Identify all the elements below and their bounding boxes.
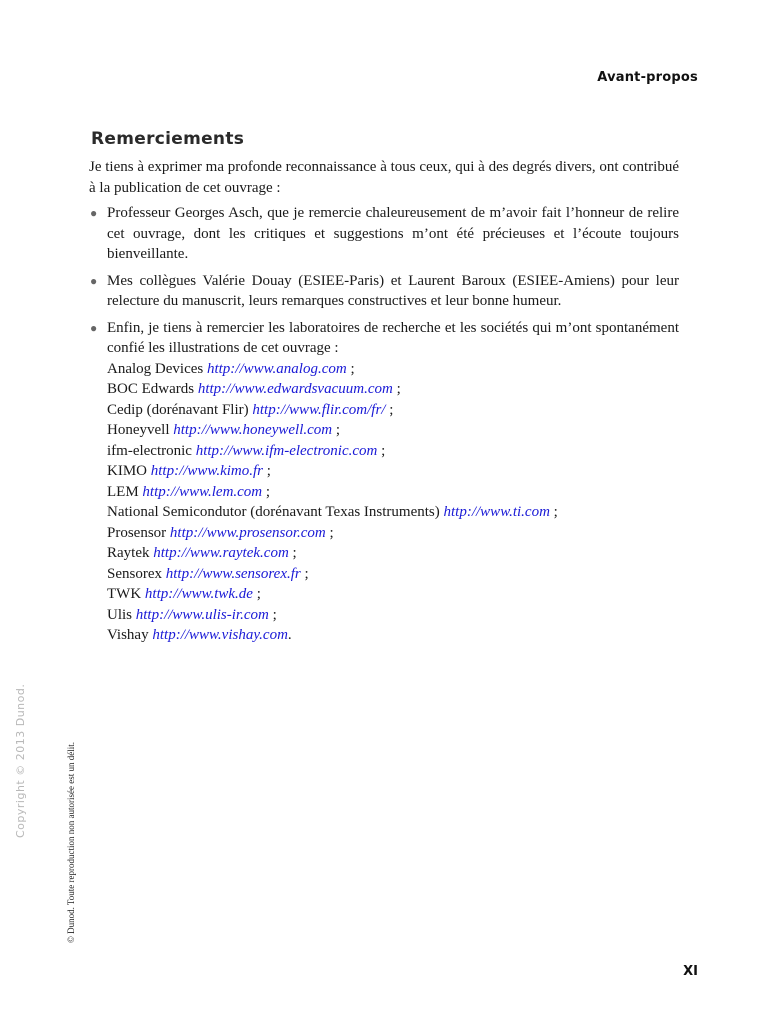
separator: ; — [377, 442, 386, 459]
separator: ; — [346, 360, 355, 377]
company-name: National Semicondutor (dorénavant Texas Instruments) — [107, 504, 440, 520]
list-item — [89, 271, 679, 312]
separator: ; — [288, 545, 297, 561]
company-link[interactable]: http://www.raytek.com — [153, 545, 289, 561]
company-entry — [107, 441, 679, 462]
company-name: Analog Devices — [107, 360, 204, 377]
company-list — [107, 359, 679, 646]
company-entry — [107, 502, 679, 523]
company-name: LEM — [107, 483, 139, 500]
company-entry — [107, 359, 679, 380]
separator: ; — [262, 483, 271, 500]
company-name: Prosensor — [107, 524, 167, 541]
company-link[interactable]: http://www.lem.com — [142, 483, 263, 500]
list-item-text: Mes collègues Valérie Douay (ESIEE-Paris) et Laurent Baroux (ESIEE-Amiens) pour leur relecture du manuscrit, leurs remarques constructives et leur bonne humeur. — [107, 272, 679, 309]
company-link[interactable]: http://www.sensorex.fr — [165, 565, 301, 582]
list-item-text: Professeur Georges Asch, que je remercie chaleureusement de m’avoir fait l’honneur de relire cet ouvrage, dont les critiques et suggestions m’ont été précieuses et l’écoute toujours bienveillante. — [107, 205, 679, 262]
company-link[interactable]: http://www.prosensor.com — [169, 524, 326, 541]
bullet-icon: ● — [90, 320, 98, 335]
company-link[interactable]: http://www.analog.com — [206, 360, 347, 377]
list-item — [89, 318, 679, 646]
company-link[interactable]: http://www.honeywell.com — [173, 422, 333, 438]
reproduction-notice: © Dunod. Toute reproduction non autorisée est un délit. — [66, 741, 76, 943]
separator: ; — [332, 422, 341, 438]
company-link[interactable]: http://www.twk.de — [144, 586, 253, 602]
company-name: BOC Edwards — [107, 381, 195, 397]
separator: ; — [549, 504, 558, 520]
copyright-watermark: Copyright © 2013 Dunod. — [14, 683, 27, 838]
page-content — [89, 157, 679, 652]
company-entry — [107, 605, 679, 626]
company-entry — [107, 379, 679, 400]
running-head: Avant-propos — [597, 70, 698, 85]
separator: ; — [385, 401, 394, 418]
separator: ; — [300, 565, 309, 582]
company-link[interactable]: http://www.ulis-ir.com — [135, 606, 269, 623]
company-link[interactable]: http://www.ti.com — [443, 504, 550, 520]
company-name: ifm-electronic — [107, 442, 192, 459]
company-entry — [107, 564, 679, 585]
separator: . — [287, 627, 292, 643]
company-name: Honeyvell — [107, 422, 170, 438]
company-entry — [107, 400, 679, 421]
company-entry — [107, 420, 679, 441]
separator: ; — [252, 586, 261, 602]
company-name: TWK — [107, 586, 142, 602]
list-item-text: Enfin, je tiens à remercier les laboratoires de recherche et les sociétés qui m’ont spontanément confié les illustrations de cet ouvrage : — [107, 319, 679, 356]
company-name: Ulis — [107, 606, 133, 623]
list-item — [89, 203, 679, 265]
company-link[interactable]: http://www.kimo.fr — [150, 463, 263, 479]
separator: ; — [262, 463, 271, 479]
company-name: Sensorex — [107, 565, 162, 582]
page-number: XI — [683, 964, 698, 979]
company-entry — [107, 523, 679, 544]
company-entry — [107, 584, 679, 605]
company-link[interactable]: http://www.flir.com/fr/ — [252, 401, 386, 418]
company-name: Vishay — [107, 627, 149, 643]
section-title: Remerciements — [91, 129, 245, 149]
bullet-icon: ● — [90, 273, 98, 288]
separator: ; — [392, 381, 401, 397]
company-entry — [107, 482, 679, 503]
company-link[interactable]: http://www.edwardsvacuum.com — [197, 381, 393, 397]
separator: ; — [325, 524, 334, 541]
company-name: KIMO — [107, 463, 147, 479]
company-link[interactable]: http://www.ifm-electronic.com — [195, 442, 378, 459]
company-name: Cedip (dorénavant Flir) — [107, 401, 249, 418]
company-entry — [107, 543, 679, 564]
company-link[interactable]: http://www.vishay.com — [152, 627, 288, 643]
company-entry — [107, 461, 679, 482]
acknowledgement-list — [89, 203, 679, 646]
company-name: Raytek — [107, 545, 150, 561]
separator: ; — [268, 606, 277, 623]
intro-paragraph: Je tiens à exprimer ma profonde reconnaissance à tous ceux, qui à des degrés divers, ont contribué à la publication de cet ouvrage : — [89, 159, 679, 196]
company-entry — [107, 625, 679, 646]
bullet-icon: ● — [90, 206, 98, 220]
